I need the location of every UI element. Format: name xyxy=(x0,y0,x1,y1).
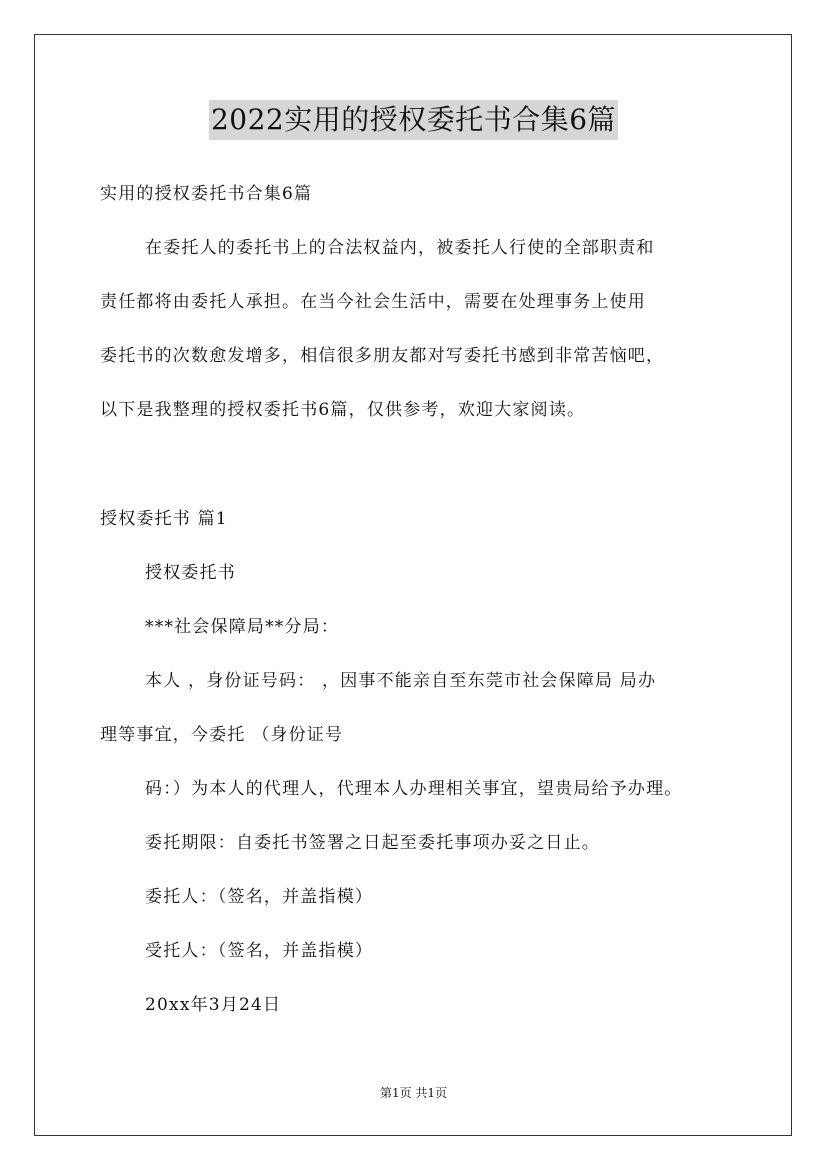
intro-line-1: 在委托人的委托书上的合法权益内，被委托人行使的全部职责和 xyxy=(145,238,655,258)
letter-body-line-2: 理等事宜，今委托 （身份证号 xyxy=(100,725,344,745)
intro-line-2: 责任都将由委托人承担。在当今社会生活中，需要在处理事务上使用 xyxy=(100,292,646,312)
intro-line-4: 以下是我整理的授权委托书6篇，仅供参考，欢迎大家阅读。 xyxy=(100,400,586,420)
section-heading: 授权委托书 篇1 xyxy=(100,509,228,529)
letter-heading: 授权委托书 xyxy=(145,563,236,583)
letter-agent-signature: 受托人：（签名，并盖指模） xyxy=(145,941,374,961)
intro-line-3: 委托书的次数愈发增多，相信很多朋友都对写委托书感到非常苦恼吧， xyxy=(100,346,665,366)
letter-body-line-1: 本人 ，身份证号码： ，因事不能亲自至东莞市社会保障局 局办 xyxy=(145,671,657,691)
letter-term: 委托期限：自委托书签署之日起至委托事项办妥之日止。 xyxy=(145,833,600,853)
letter-date: 20xx年3月24日 xyxy=(145,995,282,1015)
page-number: 第1页 共1页 xyxy=(379,1086,448,1100)
letter-addressee: ***社会保障局**分局： xyxy=(145,617,340,637)
letter-principal-signature: 委托人：（签名，并盖指模） xyxy=(145,887,374,907)
document-title: 2022实用的授权委托书合集6篇 xyxy=(209,100,618,140)
page-footer xyxy=(0,1084,827,1101)
document-subtitle: 实用的授权委托书合集6篇 xyxy=(100,184,313,204)
title-area xyxy=(0,100,827,140)
letter-body-line-3: 码：）为本人的代理人，代理本人办理相关事宜，望贵局给予办理。 xyxy=(145,779,683,799)
